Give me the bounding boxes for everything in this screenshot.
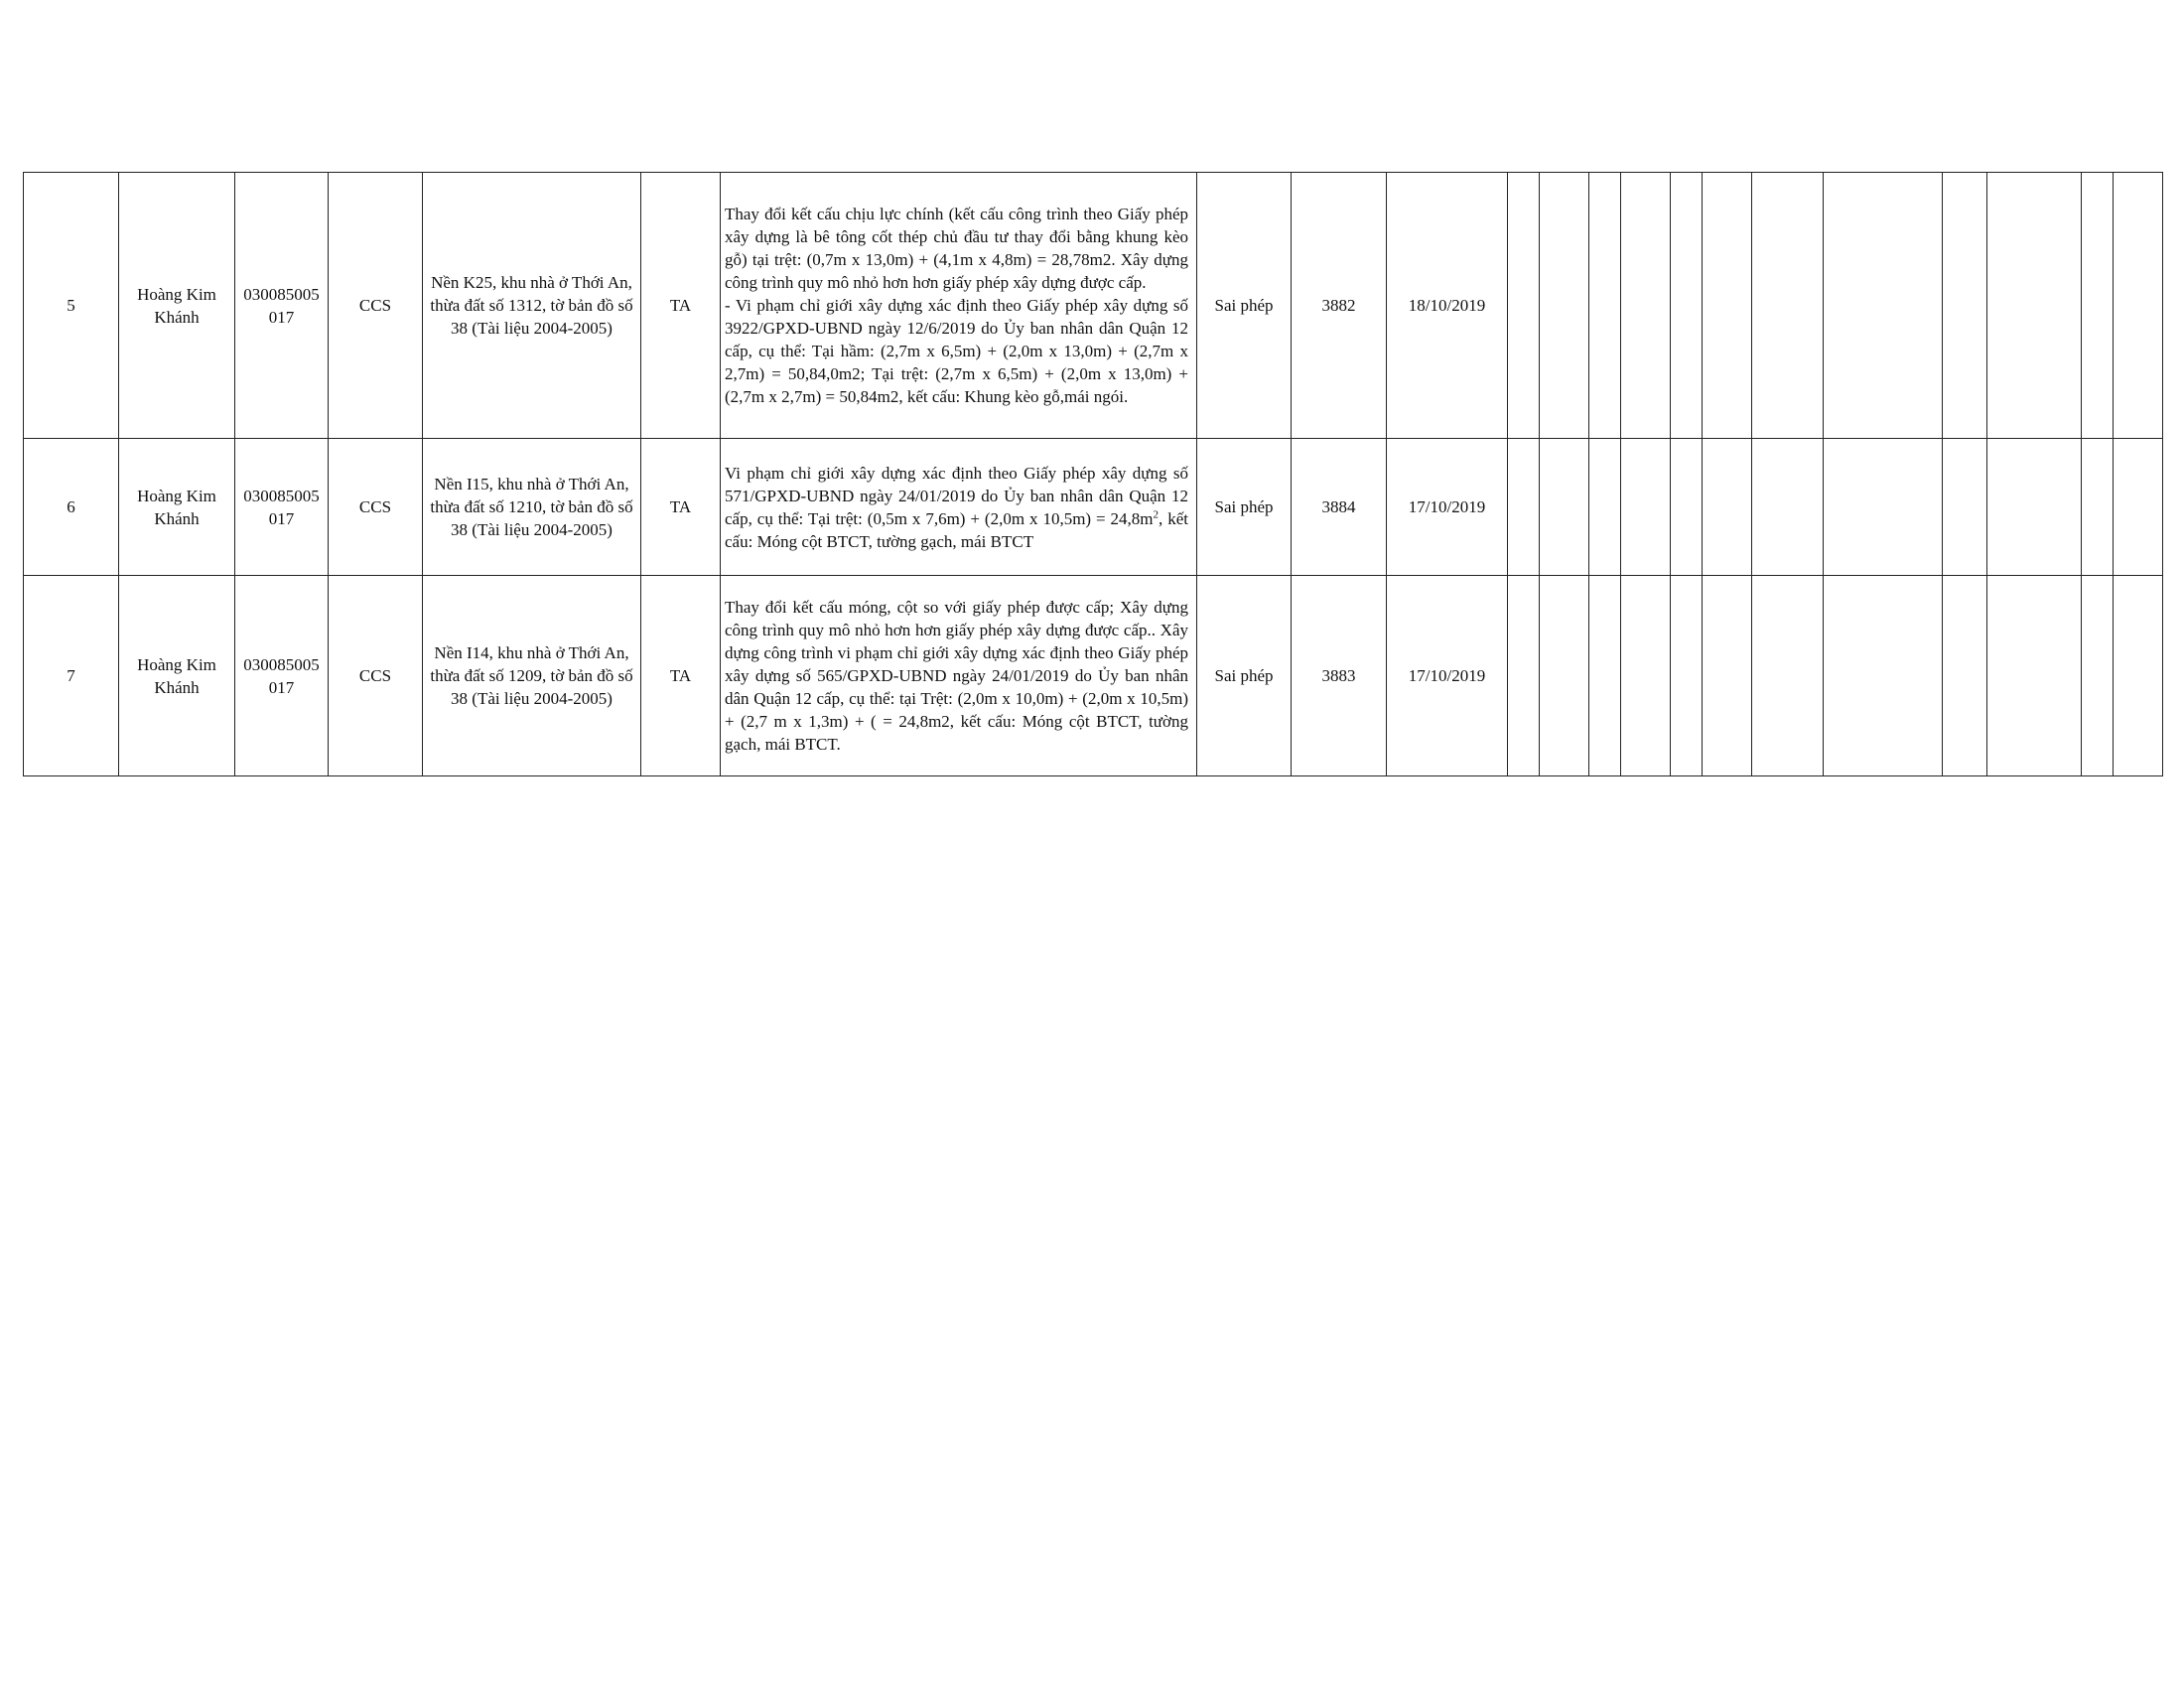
violation-type: Sai phép <box>1197 173 1292 439</box>
violation-type: Sai phép <box>1197 576 1292 776</box>
property-address: Nền I15, khu nhà ở Thới An, thừa đất số 1210, tờ bản đồ số 38 (Tài liệu 2004-2005) <box>423 439 641 576</box>
row-number: 6 <box>24 439 119 576</box>
empty-cell <box>1671 439 1703 576</box>
empty-cell <box>1943 173 1987 439</box>
record-date: 17/10/2019 <box>1387 439 1508 576</box>
violation-description: Thay đổi kết cấu móng, cột so với giấy phép được cấp; Xây dựng công trình quy mô nhỏ hơn hơn giấy phép xây dựng được cấp.. Xây dựng công trình vi phạm chỉ giới xây dựng xác định theo Giấy phép xây dựng số 565/GPXD-UBND ngày 24/01/2019 do Ủy ban nhân dân Quận 12 cấp, cụ thể: tại Trệt: (2,0m x 10,0m) + (2,0m x 10,5m) + (2,7 m x 1,3m) + ( = 24,8m2, kết cấu: Móng cột BTCT, tường gạch, mái BTCT. <box>721 576 1197 776</box>
description-line: Thay đổi kết cấu chịu lực chính (kết cấu công trình theo Giấy phép xây dựng là bê tông cốt thép chủ đầu tư thay đổi bằng khung kèo gỗ) tại trệt: (0,7m x 13,0m) + (4,1m x 4,8m) = 28,78m2. Xây dựng công trình quy mô nhỏ hơn hơn giấy phép xây dựng được cấp. <box>725 205 1188 292</box>
empty-cell <box>1508 576 1540 776</box>
empty-cell <box>1987 576 2082 776</box>
record-date: 17/10/2019 <box>1387 576 1508 776</box>
table-row <box>24 439 2163 576</box>
owner-name: Hoàng Kim Khánh <box>119 173 235 439</box>
empty-cell <box>1943 576 1987 776</box>
empty-cell <box>1589 173 1621 439</box>
owner-name: Hoàng Kim Khánh <box>119 576 235 776</box>
empty-cell <box>2082 439 2114 576</box>
empty-cell <box>1943 439 1987 576</box>
property-address: Nền I14, khu nhà ở Thới An, thừa đất số 1209, tờ bản đồ số 38 (Tài liệu 2004-2005) <box>423 576 641 776</box>
description-text: , kết cấu: Móng cột BTCT, tường gạch, mái BTCT <box>725 508 1188 551</box>
empty-cell <box>1752 439 1824 576</box>
record-number: 3884 <box>1292 439 1387 576</box>
row-number: 7 <box>24 576 119 776</box>
owner-code-part: 017 <box>268 677 295 697</box>
empty-cell <box>1621 576 1671 776</box>
empty-cell <box>1540 173 1589 439</box>
construction-type: CCS <box>329 576 423 776</box>
table-row <box>24 173 2163 439</box>
violation-description <box>721 439 1197 576</box>
empty-cell <box>1540 576 1589 776</box>
description-line: - Vi phạm chỉ giới xây dựng xác định theo Giấy phép xây dựng số 3922/GPXD-UBND ngày 12/6/2019 do Ủy ban nhân dân Quận 12 cấp, cụ thể: Tại hầm: (2,7m x 6,5m) + (2,0m x 13,0m) + (2,7m x 2,7m) = 50,84,0m2; Tại trệt: (2,7m x 6,5m) + (2,0m x 13,0m) + (2,7m x 2,7m) = 50,84m2, kết cấu: Khung kèo gỗ,mái ngói. <box>725 296 1188 406</box>
owner-code-part: 030085005 <box>243 654 320 674</box>
empty-cell <box>1621 439 1671 576</box>
zone-code: TA <box>641 173 721 439</box>
empty-cell <box>1703 576 1752 776</box>
empty-cell <box>1540 439 1589 576</box>
empty-cell <box>2082 173 2114 439</box>
table-row <box>24 576 2163 776</box>
empty-cell <box>1752 576 1824 776</box>
empty-cell <box>1508 173 1540 439</box>
record-date: 18/10/2019 <box>1387 173 1508 439</box>
row-number: 5 <box>24 173 119 439</box>
empty-cell <box>1621 173 1671 439</box>
empty-cell <box>1589 576 1621 776</box>
zone-code: TA <box>641 439 721 576</box>
zone-code: TA <box>641 576 721 776</box>
empty-cell <box>1824 173 1943 439</box>
property-address: Nền K25, khu nhà ở Thới An, thừa đất số 1312, tờ bản đồ số 38 (Tài liệu 2004-2005) <box>423 173 641 439</box>
owner-code-part: 017 <box>268 307 295 327</box>
construction-type: CCS <box>329 439 423 576</box>
owner-code <box>235 173 329 439</box>
owner-code-part: 030085005 <box>243 486 320 505</box>
record-number: 3882 <box>1292 173 1387 439</box>
owner-code <box>235 576 329 776</box>
empty-cell <box>1987 173 2082 439</box>
description-text: Vi phạm chỉ giới xây dựng xác định theo Giấy phép xây dựng số 571/GPXD-UBND ngày 24/01/2019 do Ủy ban nhân dân Quận 12 cấp, cụ thể: Tại trệt: (0,5m x 7,6m) + (2,0m x 10,5m) = 24,8m <box>725 463 1188 528</box>
empty-cell <box>1671 576 1703 776</box>
superscript: 2 <box>1153 507 1160 520</box>
record-number: 3883 <box>1292 576 1387 776</box>
empty-cell <box>2082 576 2114 776</box>
owner-code-part: 017 <box>268 508 295 528</box>
construction-type: CCS <box>329 173 423 439</box>
violations-table <box>23 172 2163 776</box>
owner-code <box>235 439 329 576</box>
empty-cell <box>1703 439 1752 576</box>
empty-cell <box>1824 576 1943 776</box>
empty-cell <box>1508 439 1540 576</box>
empty-cell <box>1671 173 1703 439</box>
empty-cell <box>2114 173 2163 439</box>
empty-cell <box>2114 576 2163 776</box>
empty-cell <box>1987 439 2082 576</box>
owner-name: Hoàng Kim Khánh <box>119 439 235 576</box>
empty-cell <box>1752 173 1824 439</box>
owner-code-part: 030085005 <box>243 284 320 304</box>
empty-cell <box>1824 439 1943 576</box>
empty-cell <box>2114 439 2163 576</box>
empty-cell <box>1703 173 1752 439</box>
violation-description <box>721 173 1197 439</box>
empty-cell <box>1589 439 1621 576</box>
violation-type: Sai phép <box>1197 439 1292 576</box>
